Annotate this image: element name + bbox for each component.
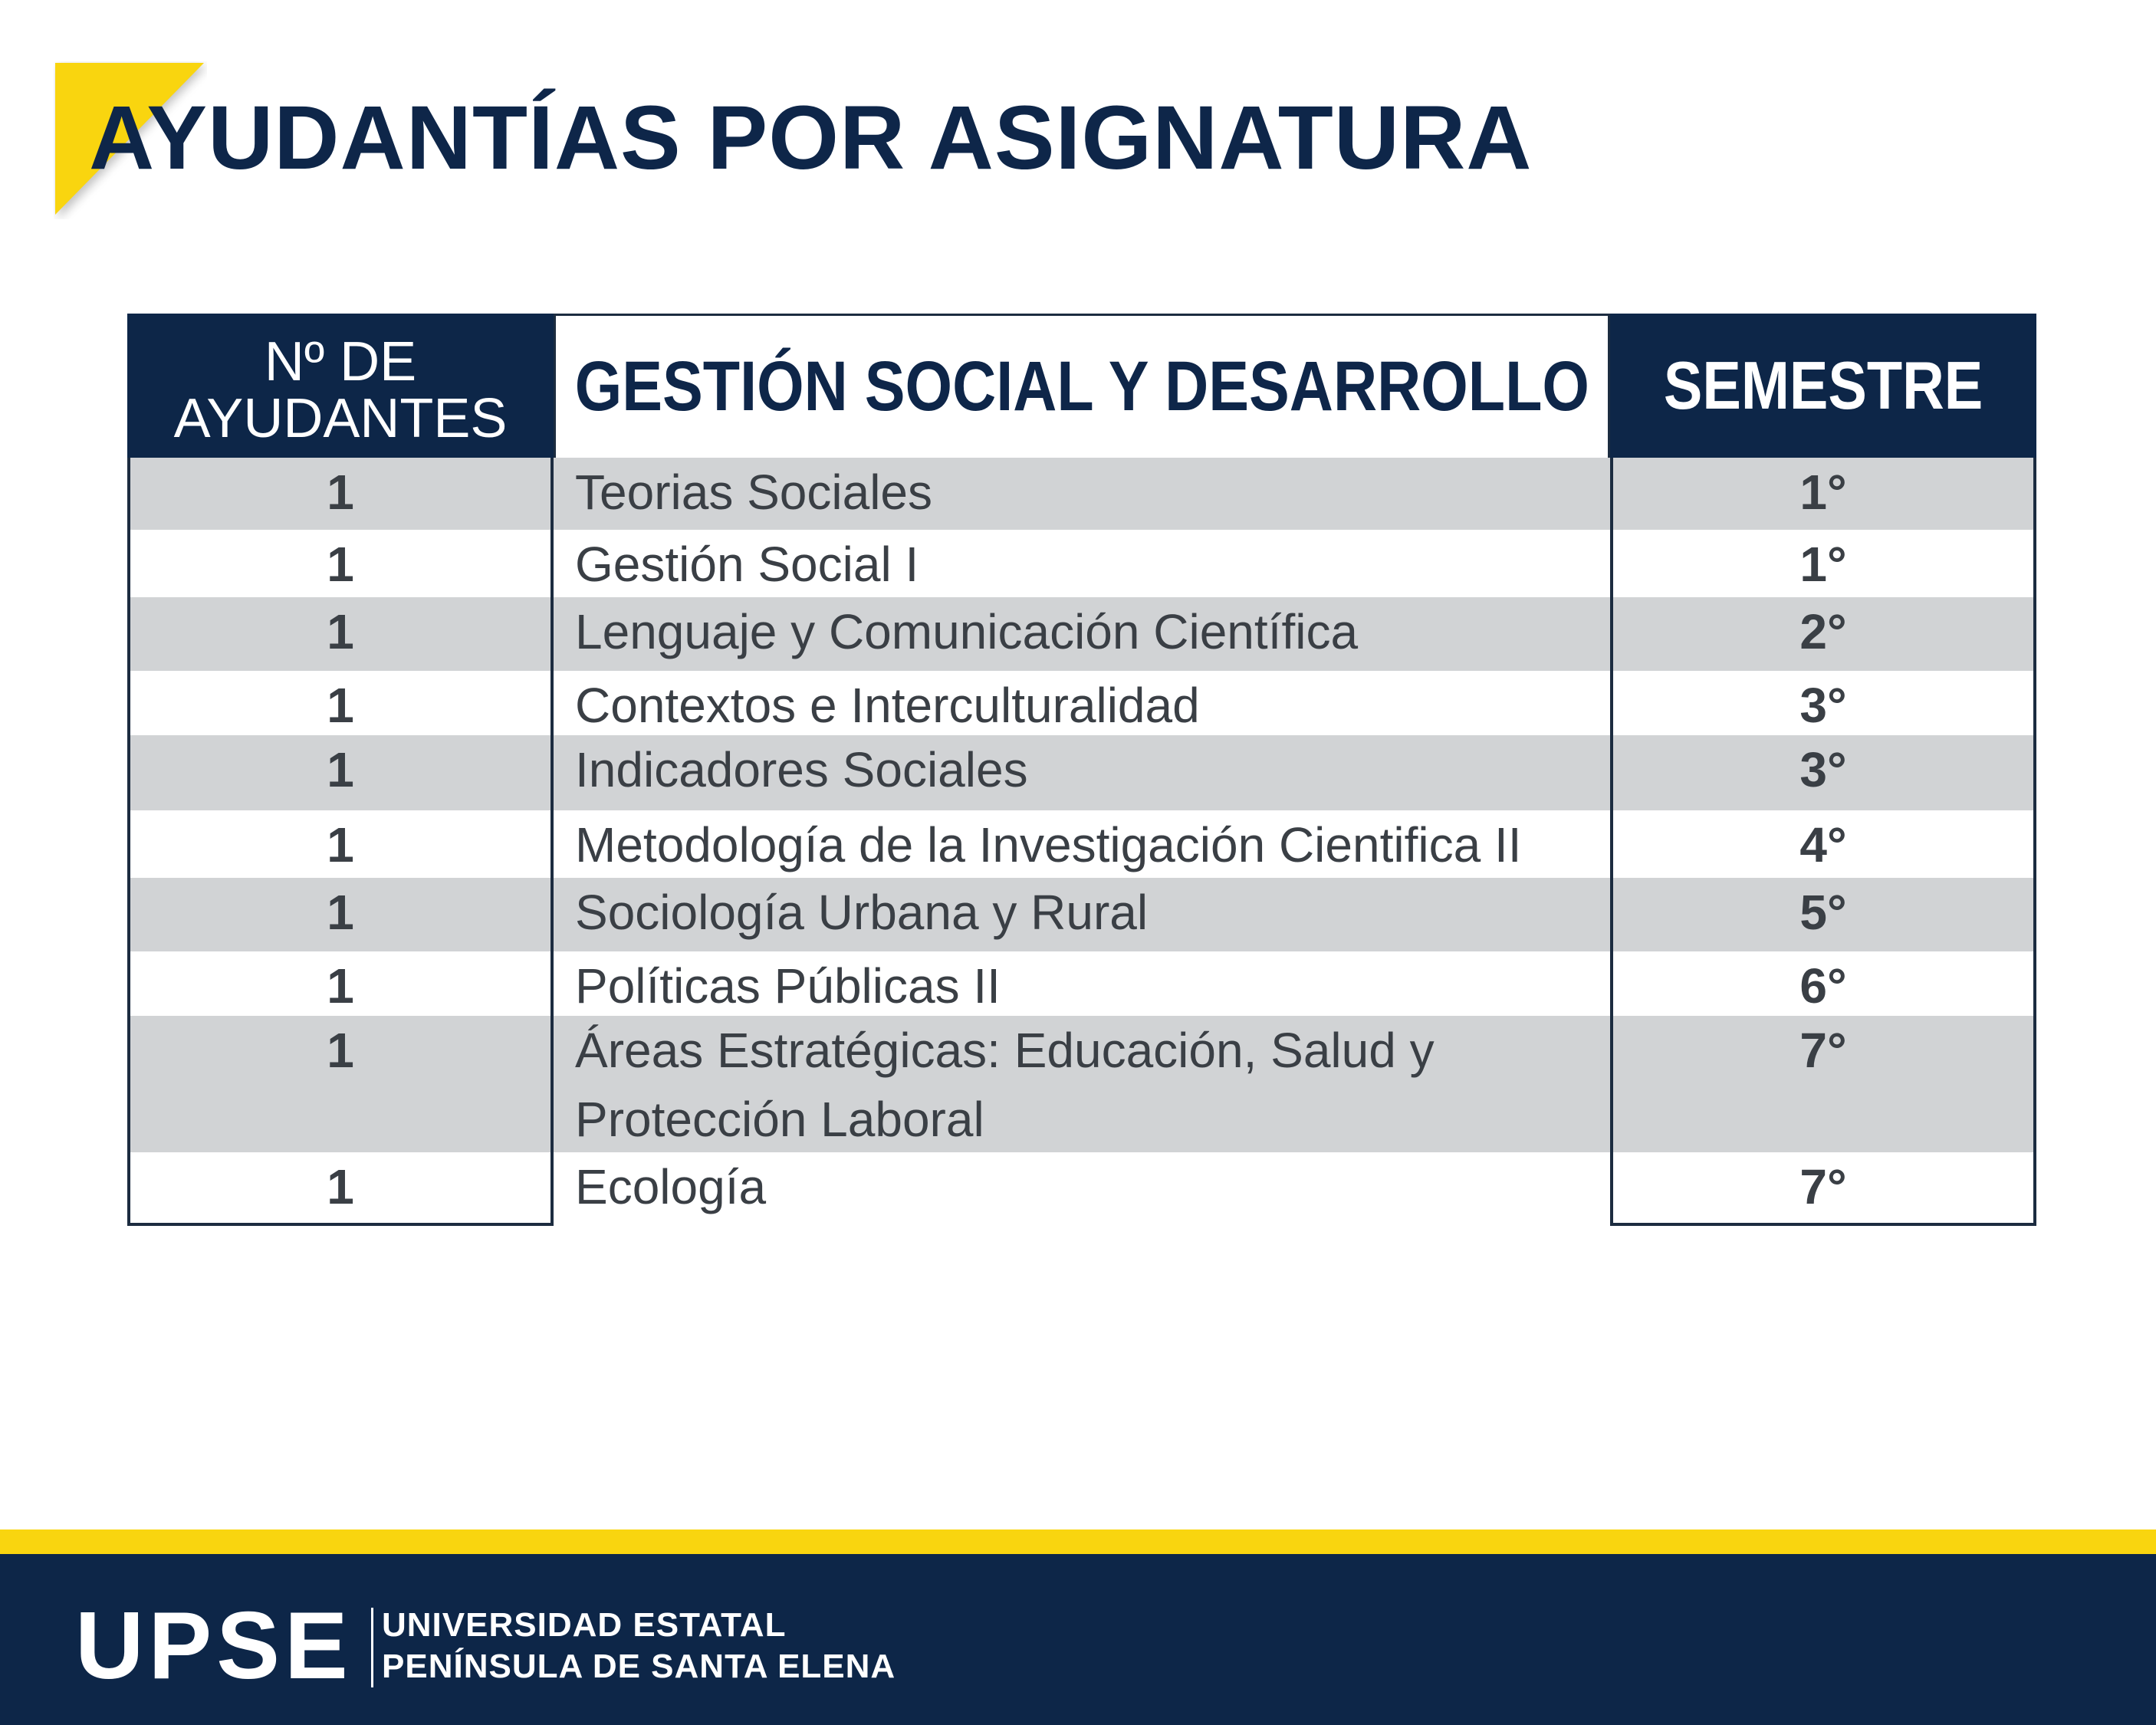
university-name bbox=[382, 1605, 896, 1687]
semester-value: 7° bbox=[1799, 1159, 1847, 1214]
semester-value: 1° bbox=[1799, 465, 1847, 520]
header-count bbox=[127, 314, 554, 458]
header-subject-label: GESTIÓN SOCIAL Y DESARROLLO bbox=[574, 347, 1589, 426]
subject-name: Gestión Social I bbox=[575, 537, 919, 592]
assistant-count: 1 bbox=[327, 958, 354, 1014]
subject-name: Lenguaje y Comunicación Científica bbox=[575, 604, 1359, 659]
table-row bbox=[127, 530, 2036, 597]
table-row bbox=[127, 458, 2036, 530]
assistant-count: 1 bbox=[327, 537, 354, 592]
table-row bbox=[127, 671, 2036, 735]
assistant-count: 1 bbox=[327, 1159, 354, 1214]
assistant-count: 1 bbox=[327, 678, 354, 733]
table-row bbox=[127, 735, 2036, 810]
university-name-line1: UNIVERSIDAD ESTATAL bbox=[382, 1606, 787, 1644]
table-row bbox=[127, 1152, 2036, 1226]
table-header bbox=[127, 314, 2036, 458]
subject-name: Contextos e Interculturalidad bbox=[575, 678, 1200, 733]
assistant-count: 1 bbox=[327, 885, 354, 940]
footer-divider bbox=[371, 1608, 373, 1687]
semester-value: 2° bbox=[1799, 604, 1847, 659]
header-semester-label: SEMESTRE bbox=[1663, 347, 1983, 423]
assistant-count: 1 bbox=[327, 604, 354, 659]
table-row bbox=[127, 1016, 2036, 1152]
assistant-count: 1 bbox=[327, 1023, 354, 1078]
header-subject bbox=[554, 314, 1610, 458]
semester-value: 3° bbox=[1799, 742, 1847, 797]
semester-value: 4° bbox=[1799, 817, 1847, 872]
university-name-line2: PENÍNSULA DE SANTA ELENA bbox=[382, 1648, 896, 1685]
header-semester bbox=[1610, 314, 2036, 458]
table-row bbox=[127, 597, 2036, 671]
footer bbox=[0, 1554, 2156, 1725]
header-count-label: Nº DE AYUDANTES bbox=[173, 331, 508, 449]
subject-name: Teorias Sociales bbox=[575, 465, 932, 520]
subject-name: Ecología bbox=[575, 1159, 767, 1214]
assistant-count: 1 bbox=[327, 465, 354, 520]
subject-name: Metodología de la Investigación Cientifica II bbox=[575, 817, 1522, 872]
page-title: AYUDANTÍAS POR ASIGNATURA bbox=[89, 87, 1533, 189]
semester-value: 5° bbox=[1799, 885, 1847, 940]
semester-value: 6° bbox=[1799, 958, 1847, 1014]
subjects-table bbox=[127, 314, 2036, 1226]
table-row bbox=[127, 810, 2036, 878]
table-row bbox=[127, 951, 2036, 1016]
subject-name: Indicadores Sociales bbox=[575, 742, 1028, 797]
assistant-count: 1 bbox=[327, 817, 354, 872]
semester-value: 7° bbox=[1799, 1023, 1847, 1078]
semester-value: 3° bbox=[1799, 678, 1847, 733]
upse-logo: UPSE bbox=[75, 1593, 353, 1699]
semester-value: 1° bbox=[1799, 537, 1847, 592]
subject-name: Áreas Estratégicas: Educación, Salud y Protección Laboral bbox=[575, 1023, 1435, 1147]
table-body bbox=[127, 458, 2036, 1226]
assistant-count: 1 bbox=[327, 742, 354, 797]
subject-name: Sociología Urbana y Rural bbox=[575, 885, 1149, 940]
subject-name: Políticas Públicas II bbox=[575, 958, 1001, 1014]
table-row bbox=[127, 878, 2036, 951]
footer-accent-stripe bbox=[0, 1530, 2156, 1554]
